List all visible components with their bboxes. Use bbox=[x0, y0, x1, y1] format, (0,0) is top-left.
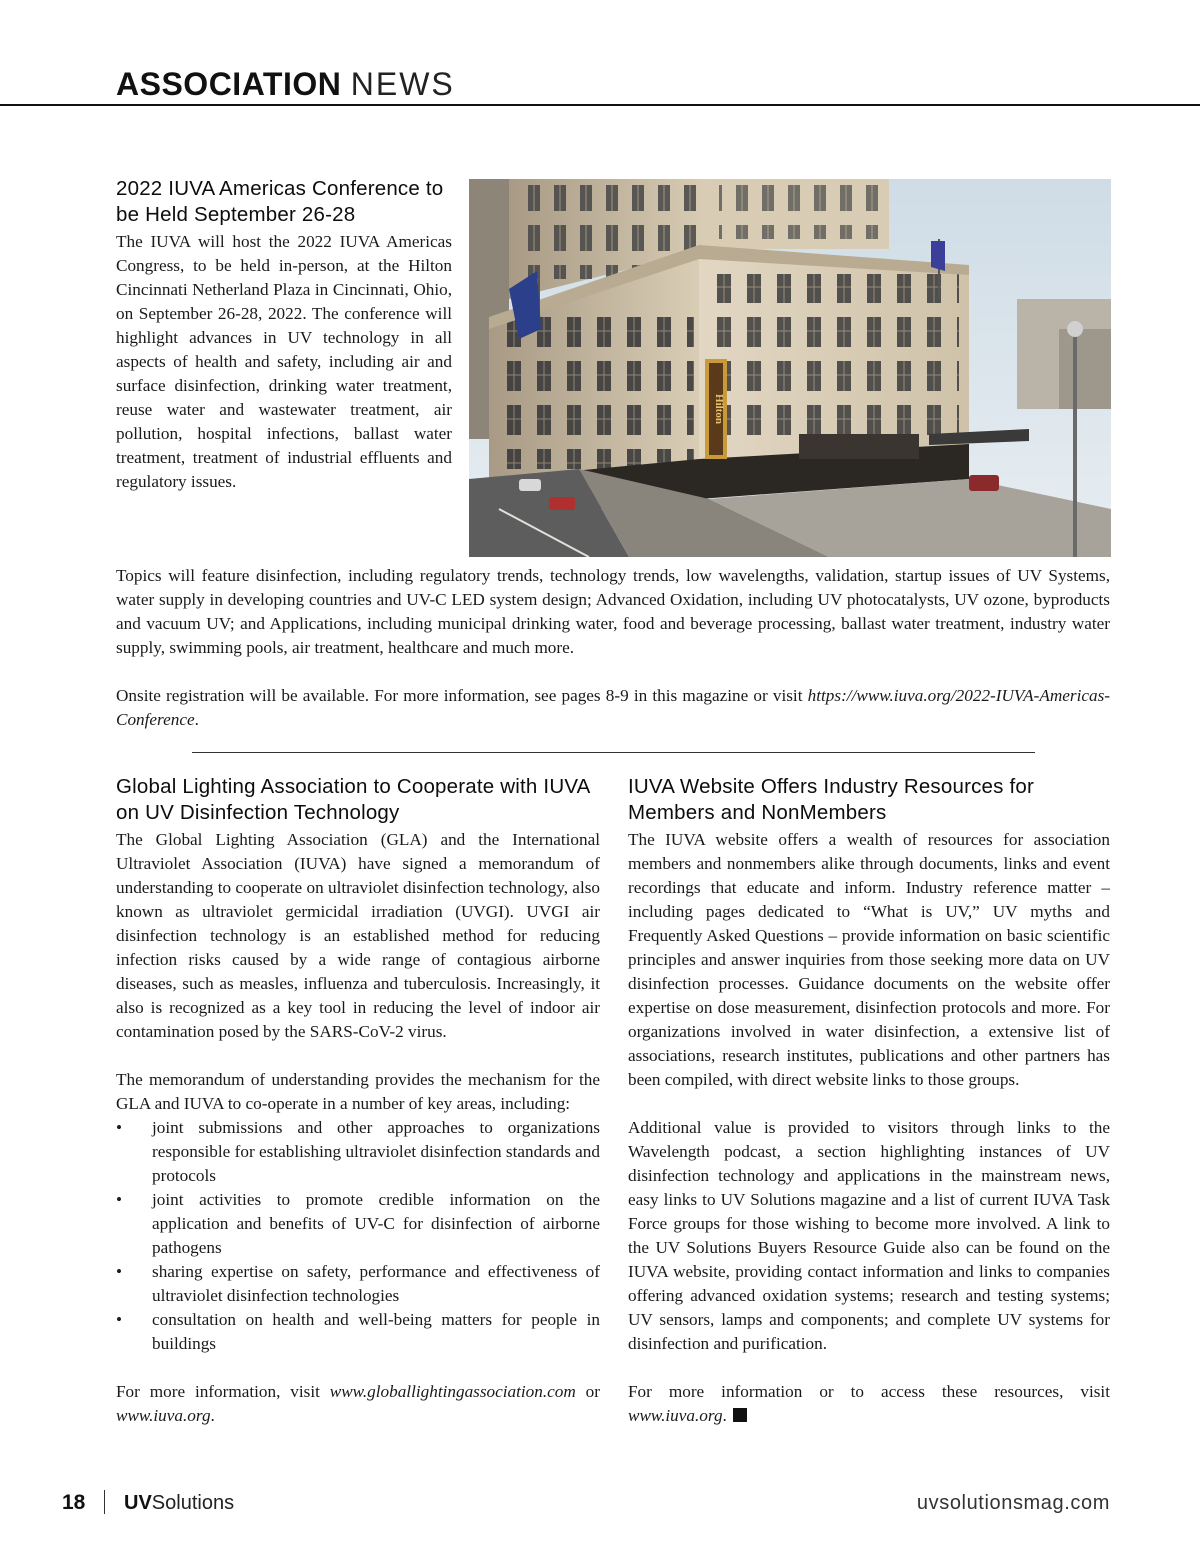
article-conference-intro-text: The IUVA will host the 2022 IUVA Americas Congress, to be held in-person, at the Hilton Cincinnati Netherland Plaza in Cincinnati, Ohio, on September 26-28, 2022. The conference will highlight advances in UV technology in all aspects of health and safety, including air and surface disinfection, drinking water treatment, reuse water and wastewater treatment, air pollution, hospital infections, ballast water treatment, treatment of industrial effluents and regulatory issues. bbox=[116, 232, 452, 491]
conference-link[interactable]: https://www.iuva.org/2022-IUVA-Americas-Conference bbox=[116, 686, 1110, 729]
article-conference-continued bbox=[116, 564, 1110, 732]
bullet-dot: • bbox=[116, 1190, 123, 1209]
hotel-photo bbox=[469, 179, 1111, 557]
header-rule bbox=[0, 104, 1200, 106]
article-gla-body bbox=[116, 828, 600, 1428]
more-prefix: For more information, visit bbox=[116, 1382, 330, 1401]
more-end: . bbox=[722, 1406, 727, 1425]
page-number: 18 bbox=[62, 1491, 86, 1514]
article-gla-heading: Global Lighting Association to Cooperate with IUVA on UV Disinfection Technology bbox=[116, 775, 590, 824]
section-divider bbox=[192, 752, 1035, 753]
brand-uv: UV bbox=[124, 1492, 152, 1514]
bullet-dot: • bbox=[116, 1310, 123, 1329]
end-mark-icon bbox=[733, 1408, 747, 1422]
list-item bbox=[116, 1116, 600, 1188]
list-item bbox=[116, 1308, 600, 1356]
article-gla-more bbox=[116, 1380, 600, 1428]
article-conference-heading: 2022 IUVA Americas Conference to be Held September 26-28 bbox=[116, 177, 444, 226]
article-gla-p2: The memorandum of understanding provides the mechanism for the GLA and IUVA to co-operate in a number of key areas, including: bbox=[116, 1070, 600, 1113]
article-gla-p1: The Global Lighting Association (GLA) and the International Ultraviolet Association (IUVA) have signed a memorandum of understanding to cooperate on ultraviolet disinfection technology, also known as ultraviolet germicidal irradiation (UVGI). UVGI air disinfection technology is an established method for reducing infection risks caused by a wide range of contagious airborne diseases, such as measles, influenza and tuberculosis. Increasingly, it also is recognized as a key tool in reducing the level of indoor air contamination posed by the SARS-CoV-2 virus. bbox=[116, 830, 600, 1041]
footer-divider bbox=[104, 1490, 105, 1514]
article-website-heading: IUVA Website Offers Industry Resources for Members and NonMembers bbox=[628, 775, 1035, 824]
article-website-p2: Additional value is provided to visitors through links to the Wavelength podcast, a section highlighting instances of UV disinfection technology and applications in the mainstream news, easy links to UV Solutions magazine and a list of current IUVA Task Force groups for those wishing to become more involved. A link to the UV Solutions Buyers Resource Guide also can be found on the IUVA website, providing contact information and links to companies offering advanced oxidation systems; research and testing systems; UV sensors, lamps and components; and complete UV systems for disinfection and purification. bbox=[628, 1118, 1110, 1353]
hotel-sign-text: Hilton bbox=[713, 394, 725, 424]
article-website-more bbox=[628, 1380, 1110, 1428]
article-gla bbox=[116, 774, 600, 1428]
registration-text: Onsite registration will be available. For more information, see pages 8-9 in this magazine or visit bbox=[116, 686, 808, 705]
bullet-dot: • bbox=[116, 1118, 123, 1137]
more-end: . bbox=[210, 1406, 215, 1425]
article-website-p1: The IUVA website offers a wealth of resources for association members and nonmembers alike through documents, links and event recordings that educate and inform. Industry reference matter – including pages dedicated to “What is UV,” UV myths and Frequently Asked Questions – provide information on basic scientific principles and answer inquiries from those seeking more data on UV disinfection processes. Guidance documents on the website offer expertise on dose measurement, disinfection protocols and more. For organizations involved in water disinfection, a extensive list of associations, research institutes, publications and other partners has been compiled, with direct website links to those groups. bbox=[628, 830, 1110, 1089]
article-gla-p2-block bbox=[116, 1068, 600, 1356]
more-prefix: For more information or to access these resources, visit bbox=[628, 1382, 1110, 1401]
more-or: or bbox=[575, 1382, 600, 1401]
footer-site[interactable]: uvsolutionsmag.com bbox=[916, 1492, 1110, 1514]
footer-brand bbox=[124, 1488, 234, 1518]
list-item-text: joint activities to promote credible information on the application and benefits of UV-C for disinfection of airborne pathogens bbox=[152, 1190, 600, 1257]
section-title-strong: ASSOCIATION bbox=[116, 66, 342, 102]
brand-solutions: Solutions bbox=[151, 1492, 235, 1514]
article-conference-topics: Topics will feature disinfection, including regulatory trends, technology trends, low wavelengths, validation, startup issues of UV Systems, water supply in developing countries and UV-C LED system design; Advanced Oxidation, including UV photocatalysts, UV ozone, byproducts and vacuum UV; and Applications, including municipal drinking water, food and beverage processing, ballast water treatment, industry water supply, swimming pools, air treatment, healthcare and much more. bbox=[116, 566, 1110, 657]
article-website bbox=[628, 774, 1110, 1428]
section-title-light: NEWS bbox=[350, 66, 455, 102]
list-item-text: joint submissions and other approaches to organizations responsible for establishing ultraviolet disinfection standards and protocols bbox=[152, 1118, 600, 1185]
list-item-text: sharing expertise on safety, performance and effectiveness of ultraviolet disinfection technologies bbox=[152, 1262, 600, 1305]
list-item bbox=[116, 1260, 600, 1308]
list-item-text: consultation on health and well-being matters for people in buildings bbox=[152, 1310, 600, 1353]
article-conference bbox=[116, 176, 452, 494]
registration-end: . bbox=[194, 710, 199, 729]
section-title bbox=[116, 64, 455, 104]
key-areas-list bbox=[116, 1116, 600, 1356]
article-conference-intro bbox=[116, 230, 452, 494]
iuva-link[interactable]: www.iuva.org bbox=[628, 1406, 723, 1425]
article-conference-registration bbox=[116, 684, 1110, 732]
gla-link[interactable]: www.globallightingassociation.com bbox=[329, 1382, 576, 1401]
list-item bbox=[116, 1188, 600, 1260]
bullet-dot: • bbox=[116, 1262, 123, 1281]
iuva-link[interactable]: www.iuva.org bbox=[116, 1406, 211, 1425]
article-website-body bbox=[628, 828, 1110, 1428]
